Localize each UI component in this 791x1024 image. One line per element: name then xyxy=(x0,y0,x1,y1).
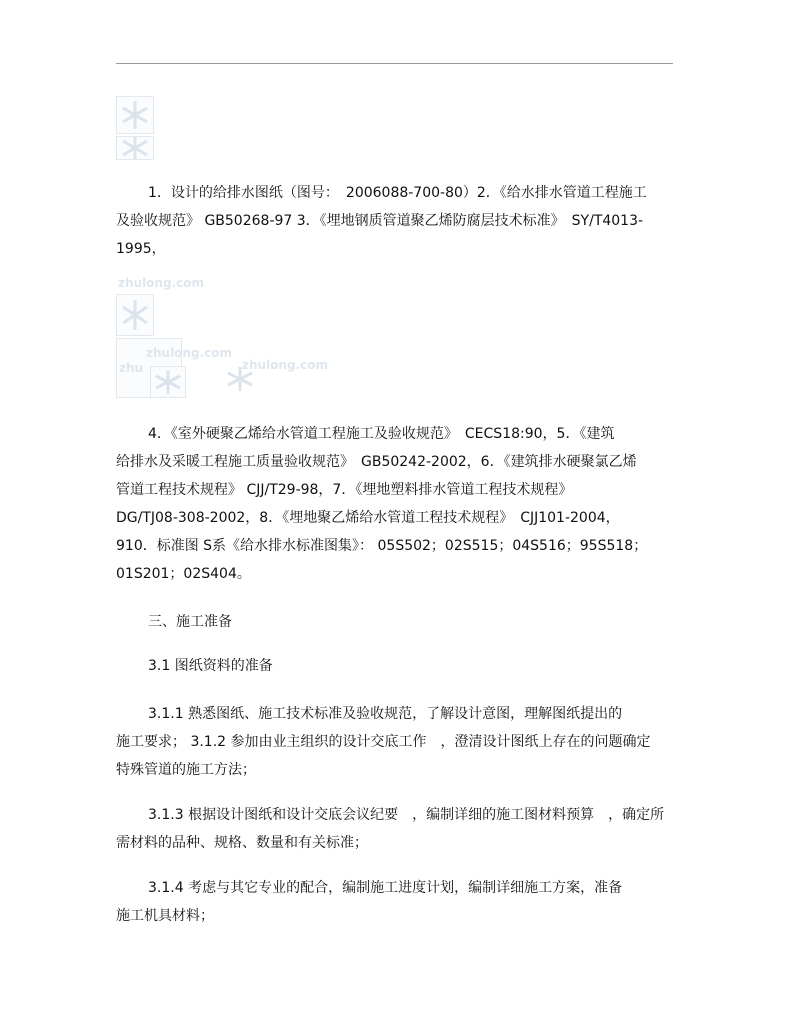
watermark-image xyxy=(150,366,186,398)
watermark-text: zhu xyxy=(119,361,144,375)
subsection-heading xyxy=(116,652,672,680)
text-line: 及验收规范》 GB50268-97 3．《埋地钢质管道聚乙烯防腐层技术标准》 SY/T4013- xyxy=(116,213,644,229)
paragraph-references-2 xyxy=(116,420,672,588)
text-line: 1995， xyxy=(116,241,166,257)
text-line: 管道工程技术规程》 CJJ/T29-98，7．《埋地塑料排水管道工程技术规程》 xyxy=(116,482,573,498)
section-heading xyxy=(116,608,672,636)
subsection-heading-text: 3.1 图纸资料的准备 xyxy=(148,658,273,674)
watermark-image xyxy=(116,136,154,160)
paragraph-3-1-4 xyxy=(116,874,672,930)
text-line: 特殊管道的施工方法； xyxy=(116,762,256,778)
snowflake-icon xyxy=(117,295,153,335)
paragraph-3-1-1 xyxy=(116,700,672,784)
snowflake-icon xyxy=(222,364,258,394)
text-line: 施工机具材料； xyxy=(116,908,214,924)
text-line: 施工要求； 3.1.2 参加由业主组织的设计交底工作 ，澄清设计图纸上存在的问题确定 xyxy=(116,734,651,750)
watermark-image xyxy=(222,350,340,396)
watermark-image xyxy=(116,96,154,134)
text-line: 4．《室外硬聚乙烯给水管道工程施工及验收规范》 CECS18:90，5．《建筑 xyxy=(148,426,615,442)
watermark-text: zhulong.com xyxy=(242,358,328,372)
section-heading-text: 三、施工准备 xyxy=(148,614,232,630)
text-line: 3.1.1 熟悉图纸、施工技术标准及验收规范，了解设计意图，理解图纸提出的 xyxy=(148,706,623,722)
text-line: 给排水及采暖工程施工质量验收规范》 GB50242-2002，6．《建筑排水硬聚氯乙烯 xyxy=(116,454,637,470)
text-line: 需材料的品种、规格、数量和有关标准； xyxy=(116,835,368,851)
watermark-text: zhulong.com xyxy=(146,346,232,360)
text-line: 1．设计的给排水图纸（图号： 2006088-700-80）2．《给水排水管道工程施工 xyxy=(148,185,647,201)
watermark-image xyxy=(116,294,154,336)
snowflake-icon xyxy=(117,97,153,133)
text-line: 3.1.4 考虑与其它专业的配合，编制施工进度计划，编制详细施工方案，准备 xyxy=(148,880,623,896)
watermark-image xyxy=(146,346,232,366)
watermark-image xyxy=(116,276,220,292)
snowflake-icon xyxy=(117,137,153,159)
snowflake-icon xyxy=(151,367,185,397)
header-rule xyxy=(116,63,673,64)
paragraph-3-1-3 xyxy=(116,801,672,857)
text-line: DG/TJ08-308-2002，8．《埋地聚乙烯给水管道工程技术规程》 CJJ101-2004， xyxy=(116,510,620,526)
text-line: 910．标准图 S系《给水排水标准图集》： 05S502；02S515；04S516；95S518； xyxy=(116,538,648,554)
text-line: 3.1.3 根据设计图纸和设计交底会议纪要 ，编制详细的施工图材料预算 ，确定所 xyxy=(148,807,665,823)
watermark-text: zhulong.com xyxy=(118,276,204,290)
paragraph-references-1 xyxy=(116,179,672,263)
text-line: 01S201；02S404。 xyxy=(116,566,251,582)
